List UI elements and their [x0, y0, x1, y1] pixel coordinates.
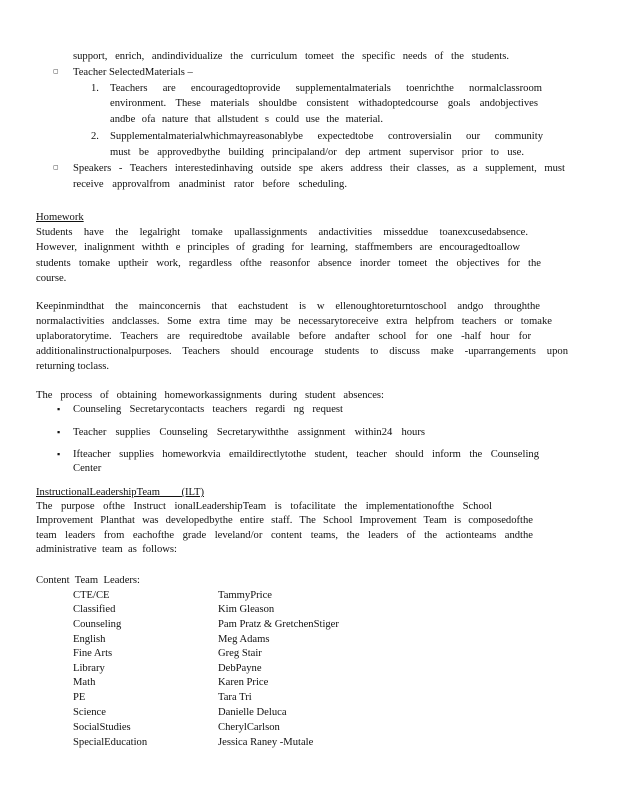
leader-cell: CherylCarlson — [218, 722, 280, 733]
text-line: administrative team as follows: — [36, 544, 177, 555]
list-number: 1. — [91, 83, 99, 94]
text-line: students tomake uptheir work, regardless ofthe reasonfor absence inorder tomeet the objectives for the — [36, 258, 541, 269]
leader-cell: Meg Adams — [218, 634, 270, 645]
text-line: support, enrich, andindividualize the curriculum tomeet the specific needs of the students. — [73, 51, 509, 62]
text-line: Improvement Planthat was developedbythe entire staff. The School Improvement Team is composedofthe — [36, 515, 533, 526]
text-line: receive approvalfrom anadminist rator before scheduling. — [73, 179, 347, 190]
text-line: uplaboratorytime. Teachers are requiredtobe available before andafter school for one -half hour for — [36, 331, 531, 342]
text-line: additionalinstructionalpurposes. Teachers should encourage students to discuss make -uparrangements upon — [36, 346, 568, 357]
text-line: environment. These materials shouldbe consistent withadoptedcourse goals andobjectives — [110, 98, 538, 109]
section-heading: InstructionalLeadershipTeam (ILT) — [36, 487, 204, 498]
text-line: Teacher SelectedMaterials – — [73, 67, 193, 78]
text-line: Speakers - Teachers interestedinhaving outside spe akers address their classes, as a supplement, must — [73, 163, 565, 174]
leader-cell: Tara Tri — [218, 692, 252, 703]
leader-cell: Jessica Raney -Mutale — [218, 737, 314, 748]
leader-cell: TammyPrice — [218, 590, 272, 601]
text-line: normalactivities andclasses. Some extra time may be necessarytoreceive extra helpfrom teachers or tomake — [36, 316, 552, 327]
text-line: returning toclass. — [36, 361, 109, 372]
text-line: team leaders from eachofthe grade leveland/or content teams, the leaders of the actionteams andthe — [36, 530, 533, 541]
leader-cell: Greg Stair — [218, 648, 262, 659]
text-line: The process of obtaining homeworkassignments during student absences: — [36, 390, 384, 401]
text-line: course. — [36, 273, 67, 284]
bullet-icon: ▪ — [57, 449, 61, 459]
team-cell: Library — [73, 663, 105, 674]
leader-cell: DebPayne — [218, 663, 262, 674]
text-line: andbe ofa nature that allstudent s could use the material. — [110, 114, 383, 125]
team-cell: CTE/CE — [73, 590, 110, 601]
leader-cell: Kim Gleason — [218, 604, 275, 615]
list-item-continued: Center — [73, 463, 102, 474]
team-cell: Science — [73, 707, 106, 718]
leader-cell: Pam Pratz & GretchenStiger — [218, 619, 339, 630]
text-line: Keepinmindthat the mainconcernis that eachstudent is w ellenoughtoreturntoschool andgo throughthe — [36, 301, 540, 312]
bullet-icon: ▪ — [57, 427, 61, 437]
text-line: Students have the legalright tomake upallassignments andactivities misseddue toanexcusedabsence. — [36, 227, 528, 238]
leader-cell: Karen Price — [218, 677, 269, 688]
text-line: The purpose ofthe Instruct ionalLeadershipTeam is tofacilitate the implementationofthe School — [36, 501, 492, 512]
list-item: Teacher supplies Counseling Secretarywiththe assignment within24 hours — [73, 427, 425, 438]
bullet-icon: ▪ — [57, 404, 61, 414]
team-cell: PE — [73, 692, 86, 703]
text-line: However, inalignment withth e principles of grading for learning, staffmembers are encouragedtoallow — [36, 242, 520, 253]
team-cell: SocialStudies — [73, 722, 131, 733]
team-cell: Math — [73, 677, 96, 688]
team-cell: SpecialEducation — [73, 737, 148, 748]
list-number: 2. — [91, 131, 99, 142]
team-cell: Fine Arts — [73, 648, 113, 659]
leader-cell: Danielle Deluca — [218, 707, 287, 718]
square-bullet-icon: ▢ — [53, 165, 59, 171]
section-heading: Homework — [36, 212, 84, 223]
text-line: must be approvedbythe building principaland/or dep artment supervisor prior to use. — [110, 147, 524, 158]
text-line: Teachers are encouragedtoprovide supplementalmaterials toenrichthe normalclassroom — [110, 83, 542, 94]
square-bullet-icon: ▢ — [53, 69, 59, 75]
team-cell: Classified — [73, 604, 116, 615]
list-item: Counseling Secretarycontacts teachers regardi ng request — [73, 404, 343, 415]
text-line: Supplementalmaterialwhichmayreasonablybe expectedtobe controversialin our community — [110, 131, 543, 142]
leaders-heading: Content Team Leaders: — [36, 575, 140, 586]
team-cell: Counseling — [73, 619, 122, 630]
list-item: Ifteacher supplies homeworkvia emaildirectlytothe student, teacher should inform the Counseling — [73, 449, 539, 460]
team-cell: English — [73, 634, 106, 645]
